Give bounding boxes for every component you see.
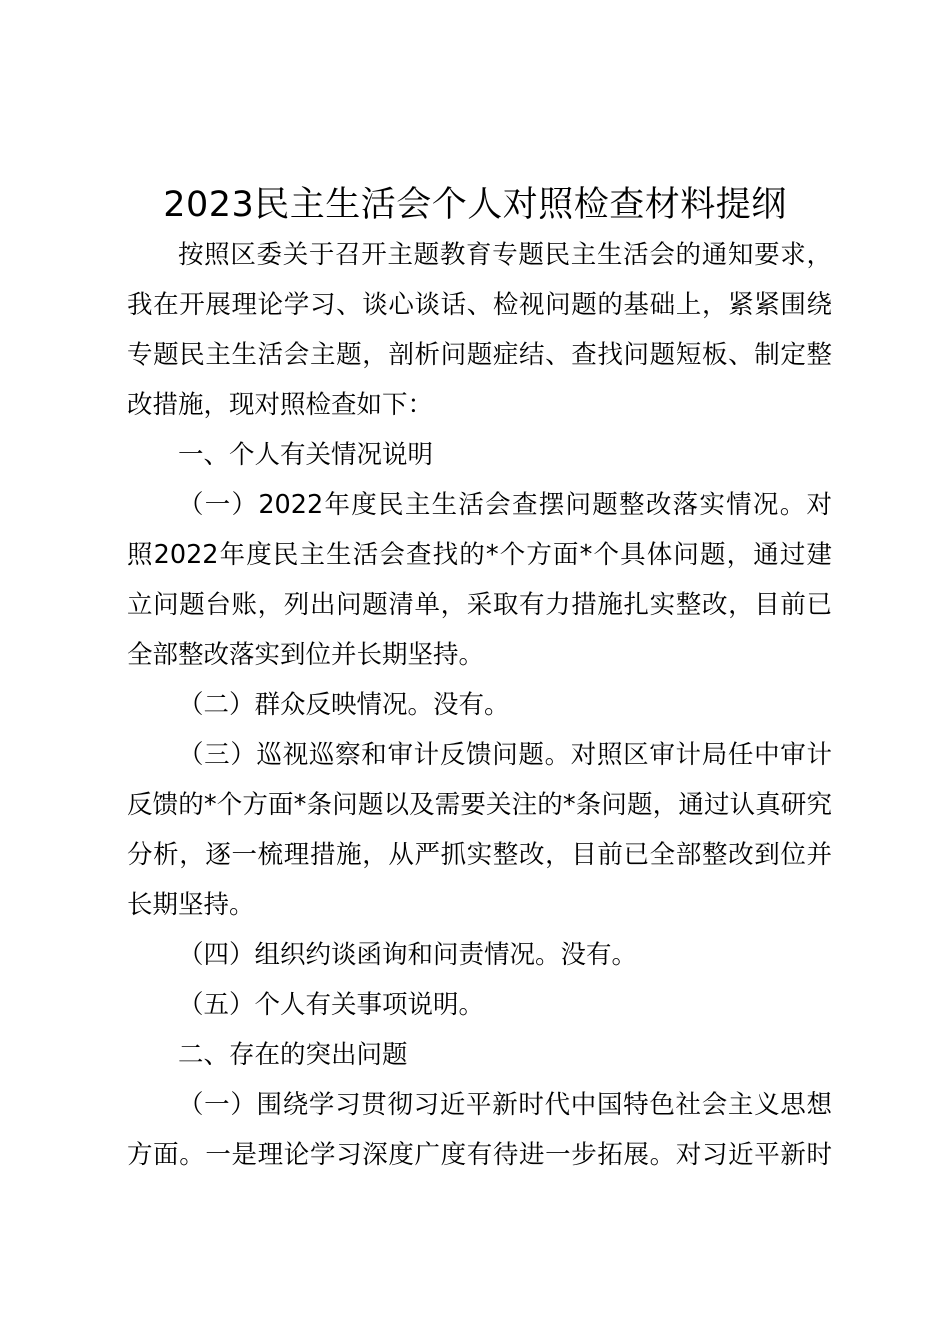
paragraph-line: 分析，逐一梳理措施，从严抓实整改，目前已全部整改到位并: [127, 840, 832, 870]
paragraph-line: 照2022年度民主生活会查找的*个方面*个具体问题，通过建: [127, 540, 832, 570]
paragraph-line: （四）组织约谈函询和问责情况。没有。: [178, 940, 638, 970]
paragraph-line: 方面。一是理论学习深度广度有待进一步拓展。对习近平新时: [127, 1140, 832, 1170]
paragraph-line: 全部整改落实到位并长期坚持。: [127, 640, 485, 670]
paragraph-line: 改措施，现对照检查如下：: [127, 390, 434, 420]
section-heading: 一、个人有关情况说明: [178, 440, 434, 470]
section-heading: 二、存在的突出问题: [178, 1040, 408, 1070]
paragraph-line: 我在开展理论学习、谈心谈话、检视问题的基础上，紧紧围绕: [127, 290, 832, 320]
paragraph-line: （二）群众反映情况。没有。: [178, 690, 510, 720]
paragraph-line: 按照区委关于召开主题教育专题民主生活会的通知要求，: [178, 240, 832, 270]
paragraph-line: 反馈的*个方面*条问题以及需要关注的*条问题，通过认真研究: [127, 790, 832, 820]
paragraph-line: 立问题台账，列出问题清单，采取有力措施扎实整改，目前已: [127, 590, 832, 620]
document-title: 2023民主生活会个人对照检查材料提纲: [163, 185, 787, 225]
paragraph-line: （一）围绕学习贯彻习近平新时代中国特色社会主义思想: [178, 1090, 832, 1120]
paragraph-line: 长期坚持。: [127, 890, 255, 920]
paragraph-line: 专题民主生活会主题，剖析问题症结、查找问题短板、制定整: [127, 340, 832, 370]
paragraph-line: （一）2022年度民主生活会查摆问题整改落实情况。对: [178, 490, 832, 520]
paragraph-line: （三）巡视巡察和审计反馈问题。对照区审计局任中审计: [178, 740, 832, 770]
paragraph-line: （五）个人有关事项说明。: [178, 990, 485, 1020]
